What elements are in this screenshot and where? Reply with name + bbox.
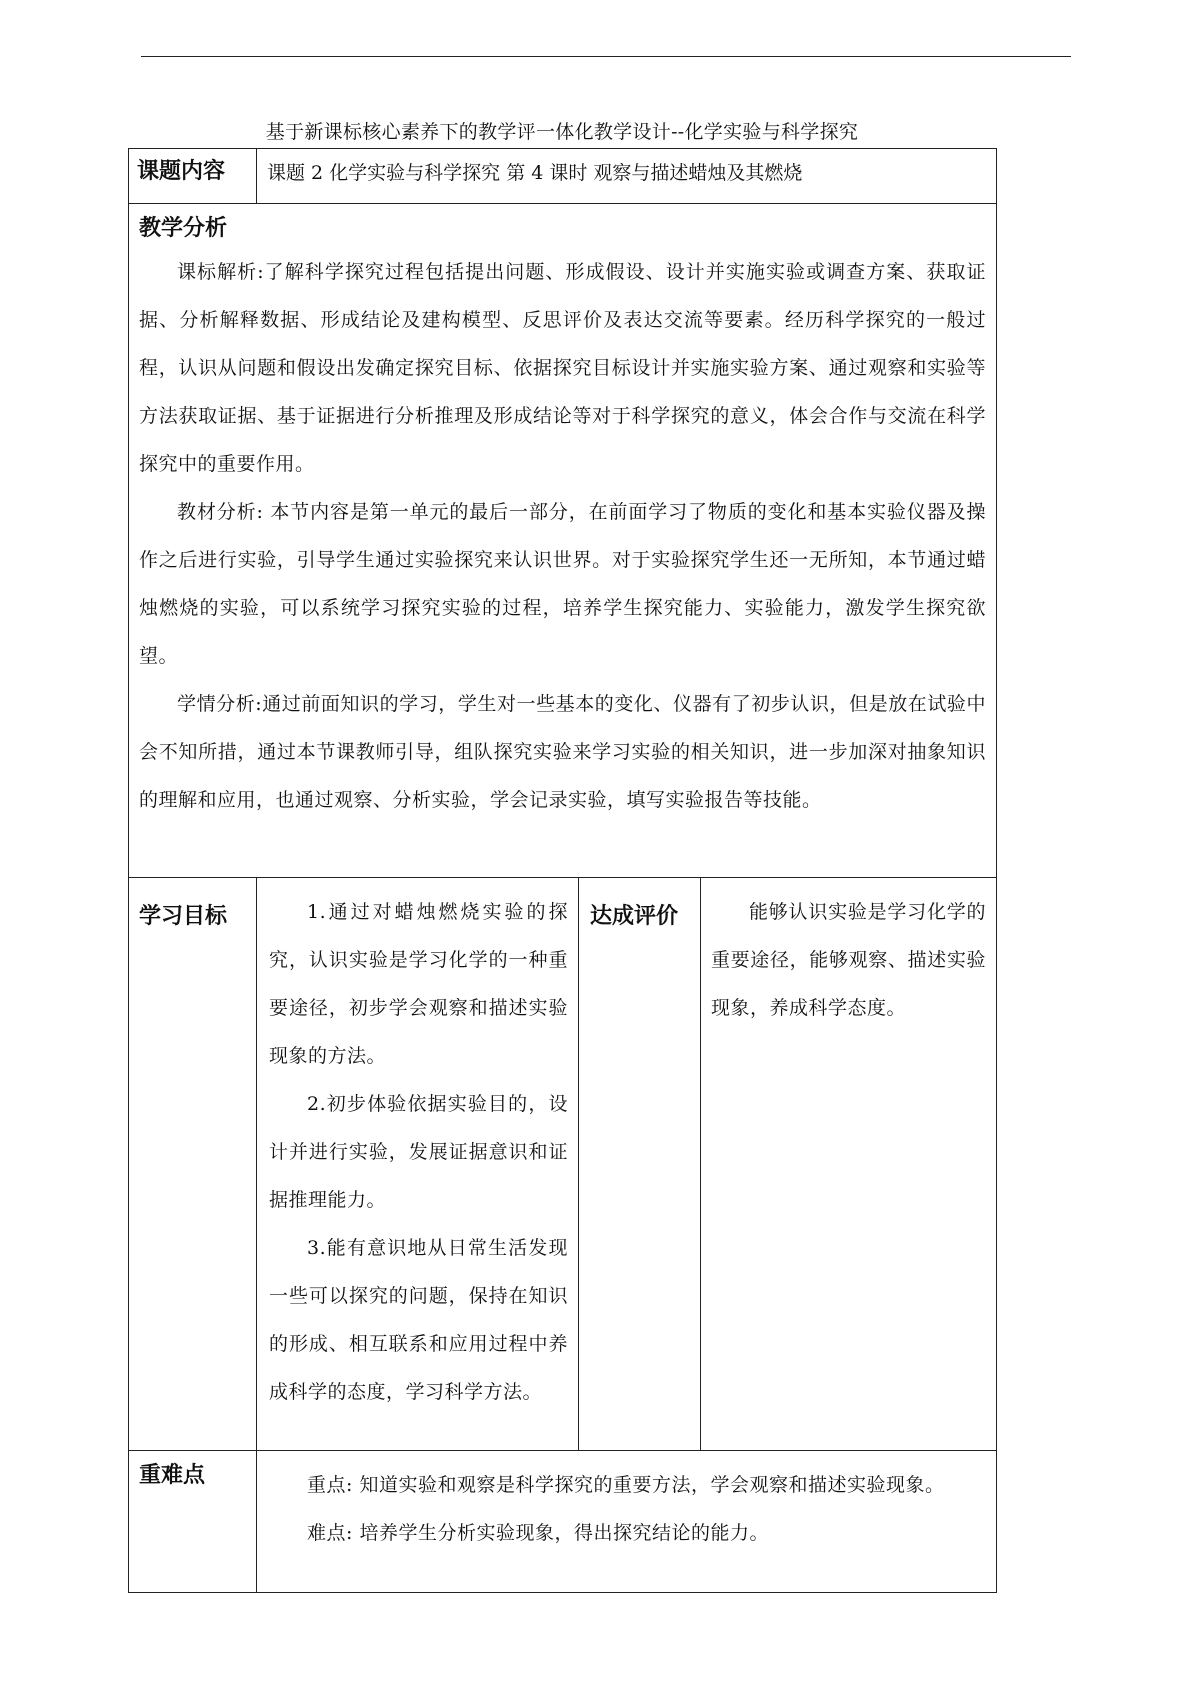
header-rule [141, 56, 1071, 57]
goal-item: 3.能有意识地从日常生活发现一些可以探究的问题，保持在知识的形成、相互联系和应用过程中养成科学的态度，学习科学方法。 [269, 1237, 568, 1403]
analysis-body [139, 248, 986, 824]
key-points-row [129, 1451, 997, 1593]
analysis-heading: 教学分析 [139, 216, 228, 241]
goals-label-cell [129, 878, 257, 1451]
lesson-plan-table [128, 148, 997, 1593]
analysis-row [129, 204, 997, 878]
evaluation-label-cell [579, 878, 701, 1451]
key-points-cell [257, 1451, 997, 1593]
topic-row [129, 149, 997, 204]
analysis-cell [129, 204, 997, 878]
goals-list [269, 888, 568, 1416]
goals-label: 学习目标 [139, 904, 228, 929]
key-points-label: 重难点 [139, 1463, 206, 1488]
goal-item: 2.初步体验依据实验目的，设计并进行实验，发展证据意识和证据推理能力。 [269, 1093, 568, 1211]
topic-value-cell [257, 149, 997, 204]
textbook-analysis-paragraph: 教材分析: 本节内容是第一单元的最后一部分，在前面学习了物质的变化和基本实验仪器及操作之后进行实验，引导学生通过实验探究来认识世界。对于实验探究学生还一无所知，本节通过蜡烛燃烧的实验，可以系统学习探究实验的过程，培养学生探究能力、实验能力，激发学生探究欲望。 [139, 501, 986, 667]
focus-point: 重点: 知道实验和观察是科学探究的重要方法，学会观察和描述实验现象。 [307, 1474, 945, 1496]
difficulty-point: 难点: 培养学生分析实验现象，得出探究结论的能力。 [307, 1522, 769, 1544]
evaluation-body [711, 888, 986, 1032]
goals-cell [257, 878, 579, 1451]
topic-label: 课题内容 [137, 159, 226, 184]
key-points-label-cell [129, 1451, 257, 1593]
key-points-body [269, 1461, 986, 1557]
document-title: 基于新课标核心素养下的教学评一体化教学设计--化学实验与科学探究 [265, 121, 859, 143]
goals-row [129, 878, 997, 1451]
evaluation-label: 达成评价 [590, 904, 679, 929]
student-analysis-paragraph: 学情分析:通过前面知识的学习，学生对一些基本的变化、仪器有了初步认识，但是放在试验中会不知所措，通过本节课教师引导，组队探究实验来学习实验的相关知识，进一步加深对抽象知识的理解和应用，也通过观察、分析实验，学会记录实验，填写实验报告等技能。 [139, 693, 986, 811]
topic-value: 课题 2 化学实验与科学探究 第 4 课时 观察与描述蜡烛及其燃烧 [267, 162, 803, 184]
evaluation-cell [701, 878, 997, 1451]
topic-label-cell [129, 149, 257, 204]
evaluation-text: 能够认识实验是学习化学的重要途径，能够观察、描述实验现象，养成科学态度。 [711, 901, 986, 1019]
curriculum-analysis-paragraph: 课标解析:了解科学探究过程包括提出问题、形成假设、设计并实施实验或调查方案、获取证据、分析解释数据、形成结论及建构模型、反思评价及表达交流等要素。经历科学探究的一般过程，认识从问题和假设出发确定探究目标、依据探究目标设计并实施实验方案、通过观察和实验等方法获取证据、基于证据进行分析推理及形成结论等对于科学探究的意义，体会合作与交流在科学探究中的重要作用。 [139, 261, 986, 475]
goal-item: 1.通过对蜡烛燃烧实验的探究，认识实验是学习化学的一种重要途径，初步学会观察和描述实验现象的方法。 [269, 901, 568, 1067]
